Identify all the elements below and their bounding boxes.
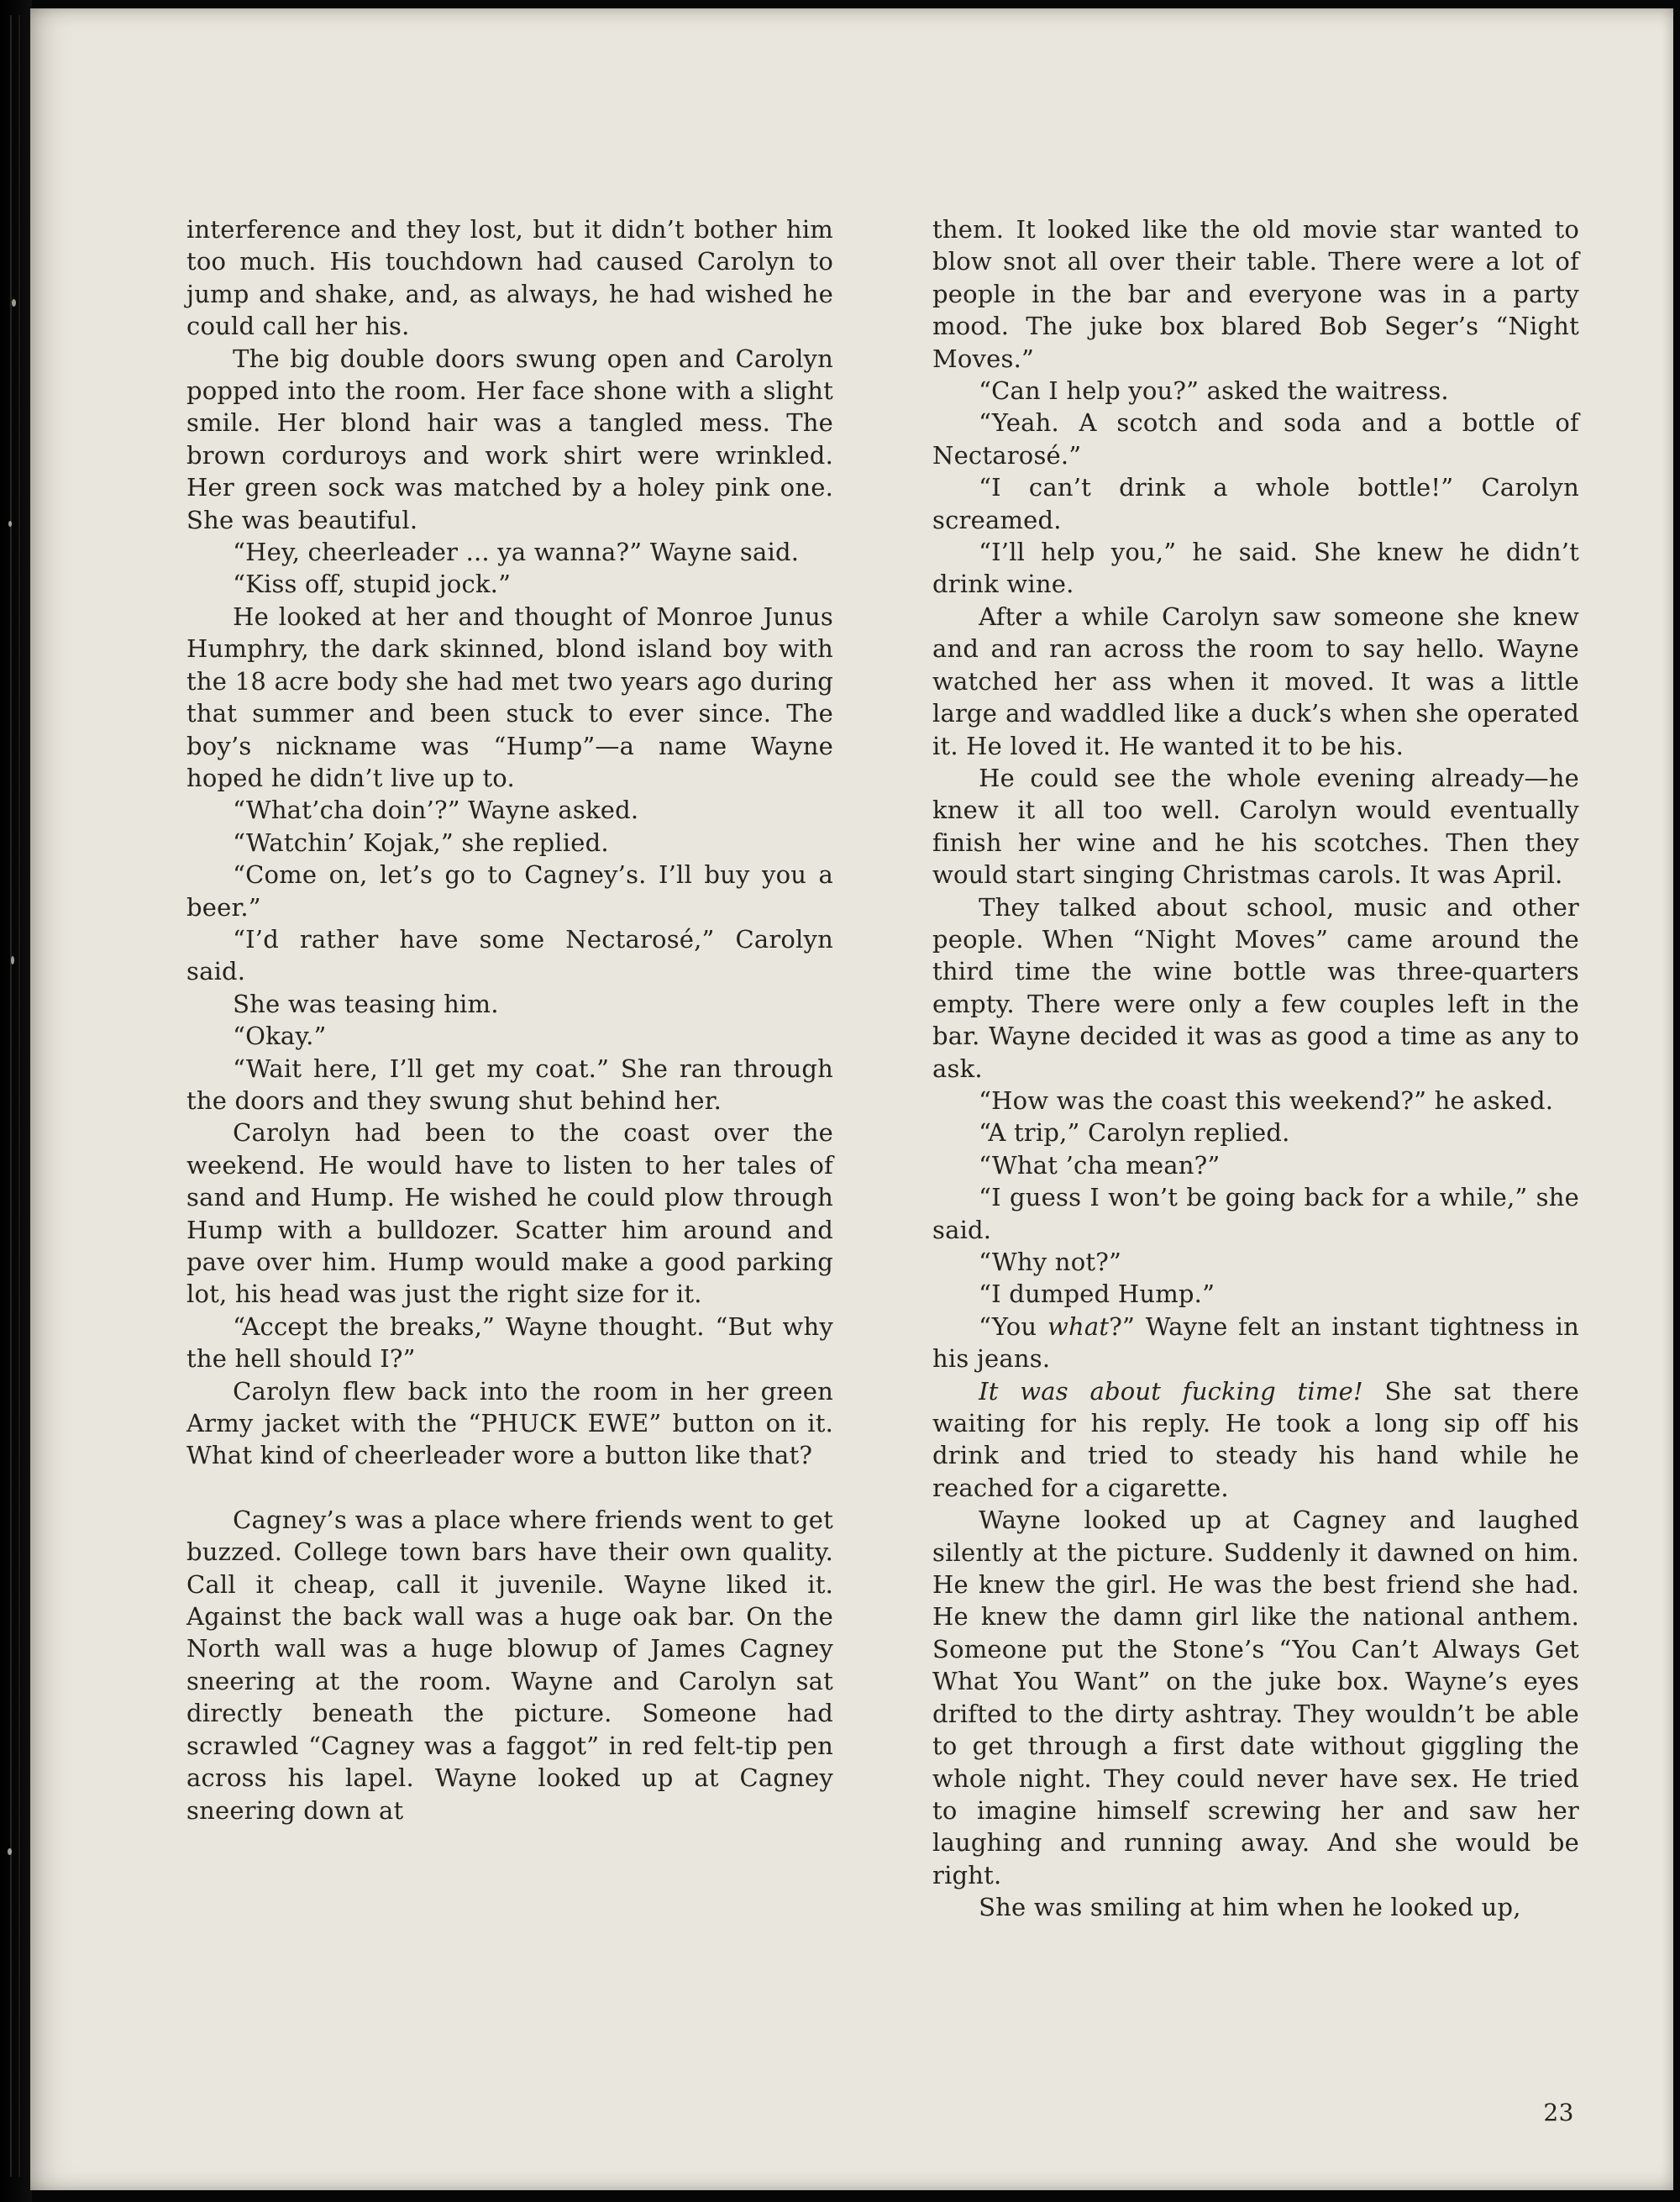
paragraph: She was smiling at him when he looked up,	[979, 1893, 1521, 1922]
book-page	[30, 8, 1673, 2190]
paragraph: Carolyn flew back into the room in her green Army jacket with the “PHUCK EWE” button on it. What kind of cheerleader wore a button like that?	[186, 1376, 833, 1470]
paragraph: “What ’cha mean?”	[979, 1150, 1221, 1180]
paragraph: “I can’t drink a whole bottle!” Carolyn screamed.	[932, 473, 1579, 534]
paragraph: “Accept the breaks,” Wayne thought. “But why the hell should I?”	[186, 1311, 833, 1374]
paragraph: “How was the coast this weekend?” he asked.	[979, 1085, 1554, 1115]
paragraph: He could see the whole evening already—he knew it all too well. Carolyn would eventually finish her wine and he his scotches. Then they would start singing Christmas carols. It was April.	[932, 763, 1579, 890]
paragraph: They talked about school, music and other people. When “Night Moves” came around the third time the wine bottle was three-quarters empty. There were only a few couples left in the bar. Wayne decided it was as good a time as any to ask.	[932, 892, 1579, 1083]
paragraph: He looked at her and thought of Monroe Junus Humphry, the dark skinned, blond island boy with the 18 acre body she had met two years ago during that summer and been stuck to ever since. The boy’s nickname was “Hump”—a name Wayne hoped he didn’t live up to.	[186, 602, 833, 792]
two-column-text-body	[186, 213, 1579, 1924]
paragraph: After a while Carolyn saw someone she knew and and ran across the room to say hello. Wayne watched her ass when it moved. It was a little large and waddled like a duck’s when she operated it. He loved it. He wanted it to be his.	[932, 602, 1579, 760]
text-column-right	[932, 213, 1579, 1924]
paragraph: “What’cha doin’?” Wayne asked.	[233, 796, 639, 825]
paragraph: “Hey, cheerleader ... ya wanna?” Wayne said.	[233, 538, 800, 567]
page-number: 23	[1543, 2099, 1574, 2126]
scan-speck	[12, 299, 16, 307]
paragraph: “A trip,” Carolyn replied.	[979, 1118, 1290, 1148]
paragraph: Cagney’s was a place where friends went to get buzzed. College town bars have their own quality. Call it cheap, call it juvenile. Wayne liked it. Against the back wall was a huge oak bar. On the North wall was a huge blowup of James Cagney sneering at the room. Wayne and Carolyn sat directly beneath the picture. Someone had scrawled “Cagney was a faggot” in red felt-tip pen across his lapel. Wayne looked up at Cagney sneering down at	[186, 1505, 833, 1825]
paragraph: “Wait here, I’ll get my coat.” She ran through the doors and they swung shut behind her.	[186, 1054, 833, 1115]
paragraph: “Watchin’ Kojak,” she replied.	[233, 828, 609, 857]
scan-speck	[11, 956, 14, 964]
paragraph: Wayne looked up at Cagney and laughed silently at the picture. Suddenly it dawned on him. He knew the girl. He was the best friend she had. He knew the damn girl like the national anthem. Someone put the Stone’s “You Can’t Always Get What You Want” on the juke box. Wayne’s eyes drifted to the dirty ashtray. They wouldn’t be able to get through a first date without giggling the whole night. They could never have sex. He tried to imagine himself screwing her and saw her laughing and running away. And she would be right.	[932, 1506, 1579, 1889]
paragraph: Carolyn had been to the coast over the weekend. He would have to listen to her tales of sand and Hump. He wished he could plow through Hump with a bulldozer. Scatter him around and pave over him. Hump would make a good parking lot, his head was just the right size for it.	[186, 1118, 833, 1309]
page-stack-line	[18, 15, 20, 2177]
paragraph: “Why not?”	[979, 1248, 1121, 1276]
scan-speck	[8, 1848, 12, 1855]
scan-speck	[8, 521, 12, 527]
paragraph: The big double doors swung open and Carolyn popped into the room. Her face shone with a slight smile. Her blond hair was a tangled mess. The brown corduroys and work shirt were wrinkled. Her green sock was matched by a holey pink one. She was beautiful.	[186, 344, 833, 534]
text-column-left	[186, 213, 833, 1924]
paragraph: “Can I help you?” asked the waitress.	[979, 376, 1449, 406]
paragraph: She was teasing him.	[233, 989, 499, 1018]
paragraph: “Come on, let’s go to Cagney’s. I’ll buy you a beer.”	[186, 860, 833, 922]
paragraph: “Kiss off, stupid jock.”	[233, 570, 512, 599]
paragraph: interference and they lost, but it didn’t bother him too much. His touchdown had caused Carolyn to jump and shake, and, as always, he had wished he could call her his.	[186, 215, 833, 341]
paragraph: “I guess I won’t be going back for a while,” she said.	[932, 1183, 1579, 1244]
paragraph: “You what?” Wayne felt an instant tightness in his jeans.	[932, 1311, 1579, 1374]
paragraph: “I’d rather have some Nectarosé,” Carolyn said.	[186, 924, 833, 986]
paragraph: “Yeah. A scotch and soda and a bottle of Nectarosé.”	[932, 408, 1579, 470]
paragraph: “Okay.”	[233, 1022, 327, 1051]
paragraph: It was about fucking time! She sat there waiting for his reply. He took a long sip off his drink and tried to steady his hand while he reached for a cigarette.	[932, 1376, 1579, 1502]
paragraph: “I’ll help you,” he said. She knew he didn’t drink wine.	[932, 538, 1579, 599]
paragraph: them. It looked like the old movie star wanted to blow snot all over their table. There were a lot of people in the bar and everyone was in a party mood. The juke box blared Bob Seger’s “Night Moves.”	[932, 215, 1579, 373]
book-binding-edge	[0, 0, 32, 2202]
paragraph: “I dumped Hump.”	[979, 1280, 1215, 1309]
